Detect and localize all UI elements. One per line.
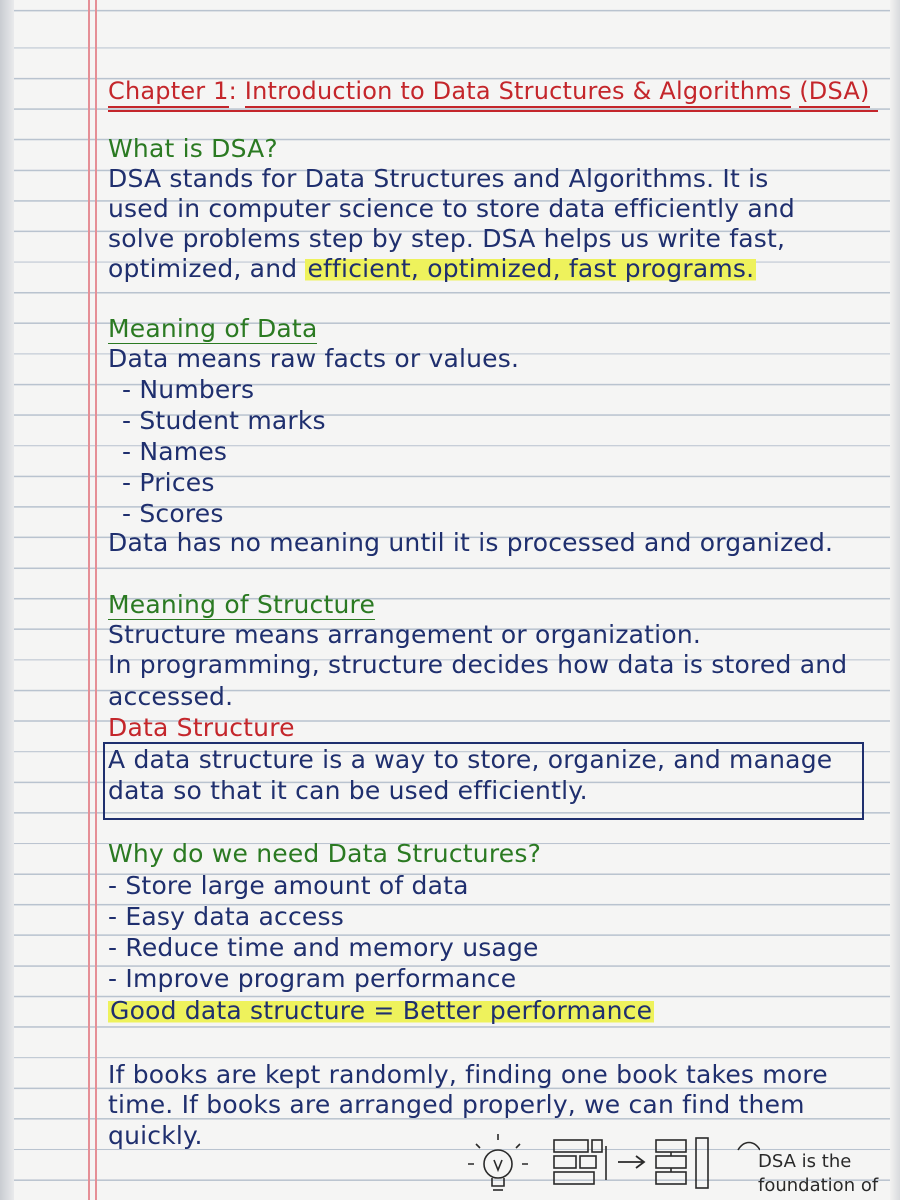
- section-heading-data-structure: [108, 713, 295, 743]
- highlighted-text: Good data structure = Better performance: [110, 996, 653, 1025]
- paragraph-line: Data has no meaning until it is processed and organized.: [108, 528, 834, 557]
- section-heading-meaning-of-structure: [108, 590, 375, 620]
- lightbulb-icon: [468, 1134, 528, 1190]
- heading-text: Data Structure: [108, 713, 295, 742]
- definition-line: A data structure is a way to store, organize, and manage: [108, 745, 833, 774]
- paragraph-line: In programming, structure decides how data is stored and: [108, 650, 848, 679]
- list-item: - Numbers: [122, 375, 255, 404]
- highlight-line: [108, 996, 654, 1026]
- title-separator: :: [228, 77, 237, 105]
- paragraph-line: time. If books are arranged properly, we can find them: [108, 1090, 805, 1119]
- list-item: - Store large amount of data: [108, 871, 469, 900]
- list-item: - Names: [122, 437, 228, 466]
- section-heading-what-is-dsa: What is DSA?: [108, 134, 278, 163]
- heading-text: Meaning of Structure: [108, 590, 376, 619]
- list-item: - Easy data access: [108, 902, 344, 931]
- list-item: - Prices: [122, 468, 215, 497]
- margin-line: [88, 0, 90, 1200]
- section-heading-why-needed: Why do we need Data Structures?: [108, 839, 542, 868]
- doodle-caption: foundation of: [758, 1175, 879, 1196]
- dsa-doodle: [460, 1128, 890, 1200]
- chapter-prefix: Chapter 1: [108, 77, 229, 108]
- paragraph-line: solve problems step by step. DSA helps us write fast,: [108, 224, 786, 253]
- paragraph-line: If books are kept randomly, finding one book takes more: [108, 1060, 828, 1089]
- section-heading-meaning-of-data: [108, 314, 317, 344]
- arrow-icon: [618, 1156, 644, 1168]
- heading-text: Meaning of Data: [108, 314, 318, 343]
- chapter-title-text: Introduction to Data Structures & Algorithms: [245, 77, 792, 108]
- chapter-title: [108, 76, 870, 106]
- title-double-underline: [108, 110, 878, 112]
- doodle-caption: DSA is the: [758, 1151, 852, 1172]
- blocks-icon: [554, 1140, 606, 1184]
- list-item: - Reduce time and memory usage: [108, 933, 539, 962]
- paragraph-line: accessed.: [108, 682, 234, 711]
- paragraph-line: Data means raw facts or values.: [108, 344, 520, 373]
- paragraph-line: quickly.: [108, 1121, 203, 1150]
- list-item: - Improve program performance: [108, 964, 517, 993]
- sorted-blocks-icon: [656, 1138, 760, 1188]
- definition-line: data so that it can be used efficiently.: [108, 776, 588, 805]
- chapter-title-abbrev: (DSA): [799, 77, 869, 108]
- paragraph-line: DSA stands for Data Structures and Algorithms. It is: [108, 164, 769, 193]
- page-right-edge: [890, 0, 900, 1200]
- paragraph-line: used in computer science to store data efficiently and: [108, 194, 795, 223]
- paragraph-text: optimized, and: [108, 254, 306, 283]
- paragraph-line: Structure means arrangement or organization.: [108, 620, 702, 649]
- list-item: - Scores: [122, 499, 224, 528]
- list-item: - Student marks: [122, 406, 326, 435]
- margin-line: [95, 0, 97, 1200]
- paragraph-line: [108, 254, 756, 284]
- page-binding-edge: [0, 0, 14, 1200]
- doodle-drawing: [460, 1128, 760, 1200]
- highlighted-text: efficient, optimized, fast programs.: [307, 254, 755, 283]
